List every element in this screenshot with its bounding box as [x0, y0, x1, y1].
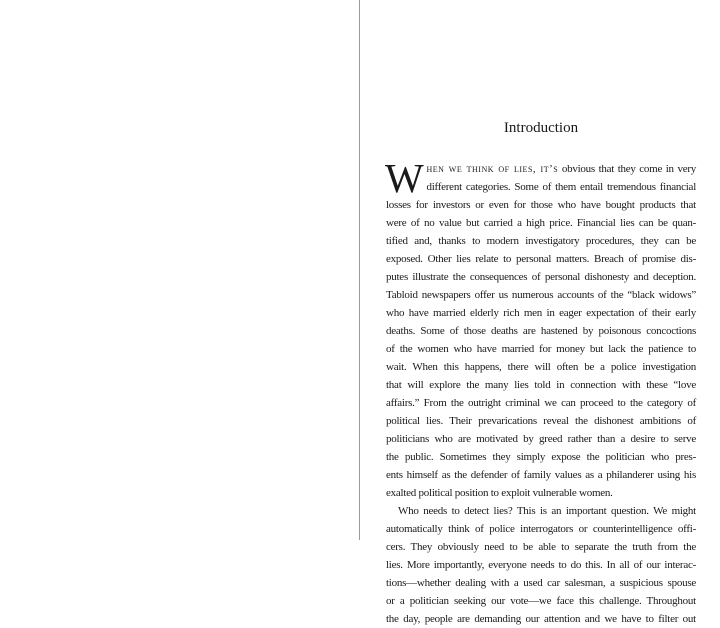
- text-line: deaths. Some of those deaths are hastened by poisonous concoctions: [386, 325, 696, 337]
- text-line: automatically think of police interrogators or counterintelligence offi-: [386, 523, 696, 535]
- text-line: Tabloid newspapers offer us numerous accounts of the “black widows”: [386, 289, 696, 301]
- text-line: exposed. Other lies relate to personal matters. Breach of promise dis-: [386, 253, 696, 265]
- text-line: Who needs to detect lies? This is an important question. We might: [398, 505, 696, 517]
- chapter-body: [385, 155, 696, 628]
- text-line: were of no value but carried a high price. Financial lies can be quan-: [386, 217, 696, 229]
- text-line: different categories. Some of them entail tremendous financial: [426, 181, 696, 193]
- text-line: tified and, thanks to modern investigatory procedures, they can be: [386, 235, 696, 247]
- paragraph-2: [386, 502, 696, 628]
- text-line: exalted political position to exploit vulnerable women.: [386, 487, 613, 499]
- text-line: tions—whether dealing with a used car salesman, a suspicious spouse: [386, 577, 696, 589]
- text-line: wait. When this happens, there will often be a police investigation: [386, 361, 696, 373]
- text-line: the public. Sometimes they simply expose the politician who pres-: [386, 451, 696, 463]
- text-line: or a politician seeking our vote—we face this challenge. Throughout: [386, 595, 696, 607]
- text-line: cers. They obviously need to be able to separate the truth from the: [386, 541, 696, 553]
- line-text: obvious that they come in very: [558, 163, 696, 175]
- text-line: losses for investors or even for those who have bought products that: [386, 199, 696, 211]
- paragraph-1: [385, 155, 696, 502]
- text-line: political lies. Their prevarications reveal the dishonest ambitions of: [386, 415, 696, 427]
- right-page: [360, 0, 720, 625]
- text-line: [386, 160, 696, 178]
- text-line: the day, people are demanding our attention and we have to filter out: [386, 613, 696, 625]
- text-line: that will explore the many lies told in connection with these “love: [386, 379, 696, 391]
- text-line: politicians who are motivated by greed rather than a desire to serve: [386, 433, 696, 445]
- text-line: of the women who have married for money but lack the patience to: [386, 343, 696, 355]
- text-line: who have married elderly rich men in eager expectation of their early: [386, 307, 696, 319]
- opening-smallcaps: hen we think of lies, it’s: [426, 163, 559, 175]
- left-page-blank: [0, 0, 359, 540]
- chapter-title: Introduction: [503, 120, 579, 136]
- text-line: ents himself as the defender of family values as a philanderer using his: [386, 469, 696, 481]
- text-line: putes illustrate the consequences of personal dishonesty and deception.: [386, 271, 696, 283]
- drop-cap: W: [385, 155, 424, 201]
- text-line: affairs.” From the outright criminal we can proceed to the category of: [386, 397, 696, 409]
- text-line: lies. More importantly, everyone needs to do this. In all of our interac-: [386, 559, 696, 571]
